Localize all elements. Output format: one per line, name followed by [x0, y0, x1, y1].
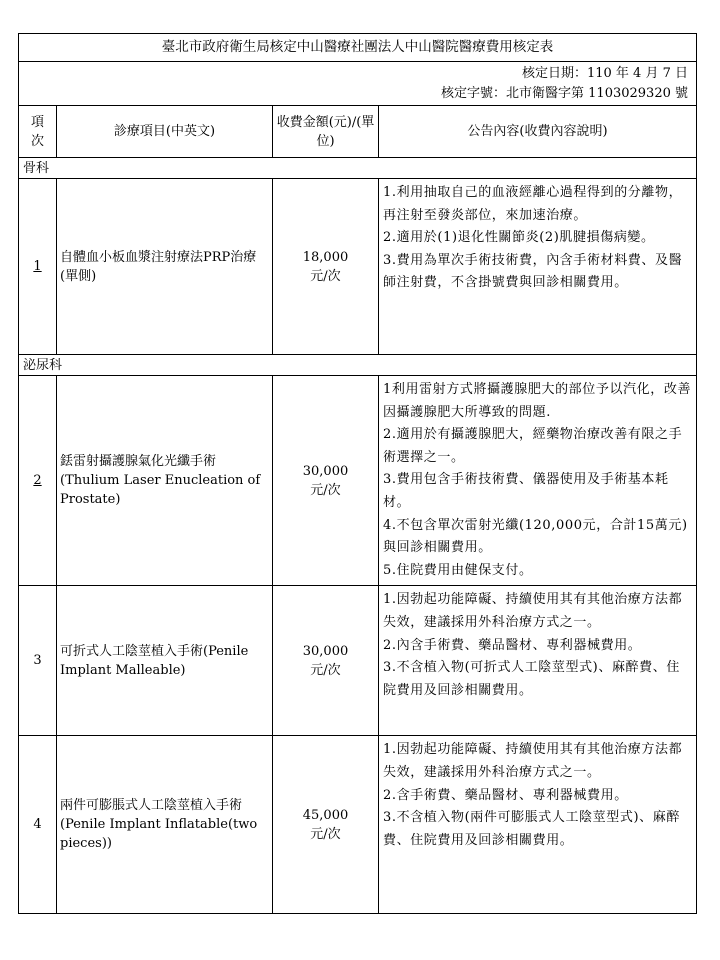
fee-cell — [273, 736, 379, 914]
description-cell — [379, 179, 697, 355]
row-number: 1 — [19, 179, 57, 355]
fee-amount: 45,000 — [302, 807, 349, 823]
fee-unit: 元/次 — [310, 826, 341, 842]
description-line: 3.費用為單次手術技術費，內含手術材料費、及醫師注射費，不含掛號費與回診相關費用。 — [383, 252, 683, 291]
description-line: 3.不含植入物(可折式人工陰莖型式)、麻醉費、住院費用及回診相關費用。 — [383, 660, 680, 698]
description-line: 2.含手術費、藥品醫材、專利器械費用。 — [383, 787, 628, 803]
description-line: 2.內含手術費、藥品醫材、專利器械費用。 — [383, 637, 642, 653]
row-number: 3 — [19, 586, 57, 736]
fee-unit: 元/次 — [310, 268, 341, 284]
fee-unit: 元/次 — [310, 662, 341, 678]
description-cell — [379, 376, 697, 586]
fee-cell — [273, 179, 379, 355]
row-number: 2 — [19, 376, 57, 586]
table-row — [19, 586, 697, 736]
fee-cell — [273, 376, 379, 586]
fee-unit: 元/次 — [310, 482, 341, 498]
item-name: 兩件可膨脹式人工陰莖植入手術(Penile Implant Inflatable(two pieces)) — [57, 736, 273, 914]
header-num: 項次 — [19, 106, 57, 158]
item-name: 自體血小板血漿注射療法PRP治療(單側) — [57, 179, 273, 355]
description-line: 1.利用抽取自己的血液經離心過程得到的分離物，再注射至發炎部位，來加速治療。 — [383, 185, 683, 223]
row-number: 4 — [19, 736, 57, 914]
description-line: 1利用雷射方式將攝護腺肥大的部位予以汽化，改善因攝護腺肥大所導致的問題. — [383, 382, 692, 420]
header-fee: 收費金額(元)/(單位) — [273, 106, 379, 158]
document-title: 臺北市政府衛生局核定中山醫療社團法人中山醫院醫療費用核定表 — [19, 34, 697, 62]
header-desc: 公告內容(收費內容說明) — [379, 106, 697, 158]
table-row — [19, 376, 697, 586]
description-line: 3.不含植入物(兩件可膨脹式人工陰莖型式)、麻醉費、住院費用及回診相關費用。 — [383, 810, 680, 848]
description-line: 3.費用包含手術技術費、儀器使用及手術基本耗材。 — [383, 472, 669, 510]
table-row — [19, 179, 697, 355]
fee-amount: 30,000 — [302, 643, 349, 659]
fee-amount: 18,000 — [302, 249, 349, 265]
approval-ref-number: 核定字號：北市衛醫字第 1103029320 號 — [441, 85, 688, 101]
description-cell — [379, 586, 697, 736]
fee-amount: 30,000 — [302, 463, 349, 479]
description-cell — [379, 736, 697, 914]
description-line: 4.不包含單次雷射光纖(120,000元，合計15萬元)與回診相關費用。 — [383, 517, 688, 556]
fee-approval-document — [18, 33, 697, 914]
approval-date: 核定日期：110 年 4 月 7 日 — [521, 65, 688, 81]
description-line: 1.因勃起功能障礙、持續使用其有其他治療方法都失效，建議採用外科治療方式之一。 — [383, 592, 683, 630]
item-name: 銩雷射攝護腺氣化光纖手術(Thulium Laser Enucleation of Prostate) — [57, 376, 273, 586]
section-urology: 泌尿科 — [19, 355, 697, 376]
item-name: 可折式人工陰莖植入手術(Penile Implant Malleable) — [57, 586, 273, 736]
description-line: 2.適用於有攝護腺肥大，經藥物治療改善有限之手術選擇之一。 — [383, 427, 683, 465]
section-orthopedics: 骨科 — [19, 158, 697, 179]
header-item: 診療項目(中英文) — [57, 106, 273, 158]
approval-info — [19, 62, 697, 106]
description-line: 1.因勃起功能障礙、持續使用其有其他治療方法都失效，建議採用外科治療方式之一。 — [383, 742, 683, 780]
description-line: 2.適用於(1)退化性關節炎(2)肌腱損傷病變。 — [383, 230, 655, 246]
description-line: 5.住院費用由健保支付。 — [383, 562, 533, 578]
table-row — [19, 736, 697, 914]
fee-cell — [273, 586, 379, 736]
fee-table — [18, 33, 697, 914]
header-row — [19, 106, 697, 158]
